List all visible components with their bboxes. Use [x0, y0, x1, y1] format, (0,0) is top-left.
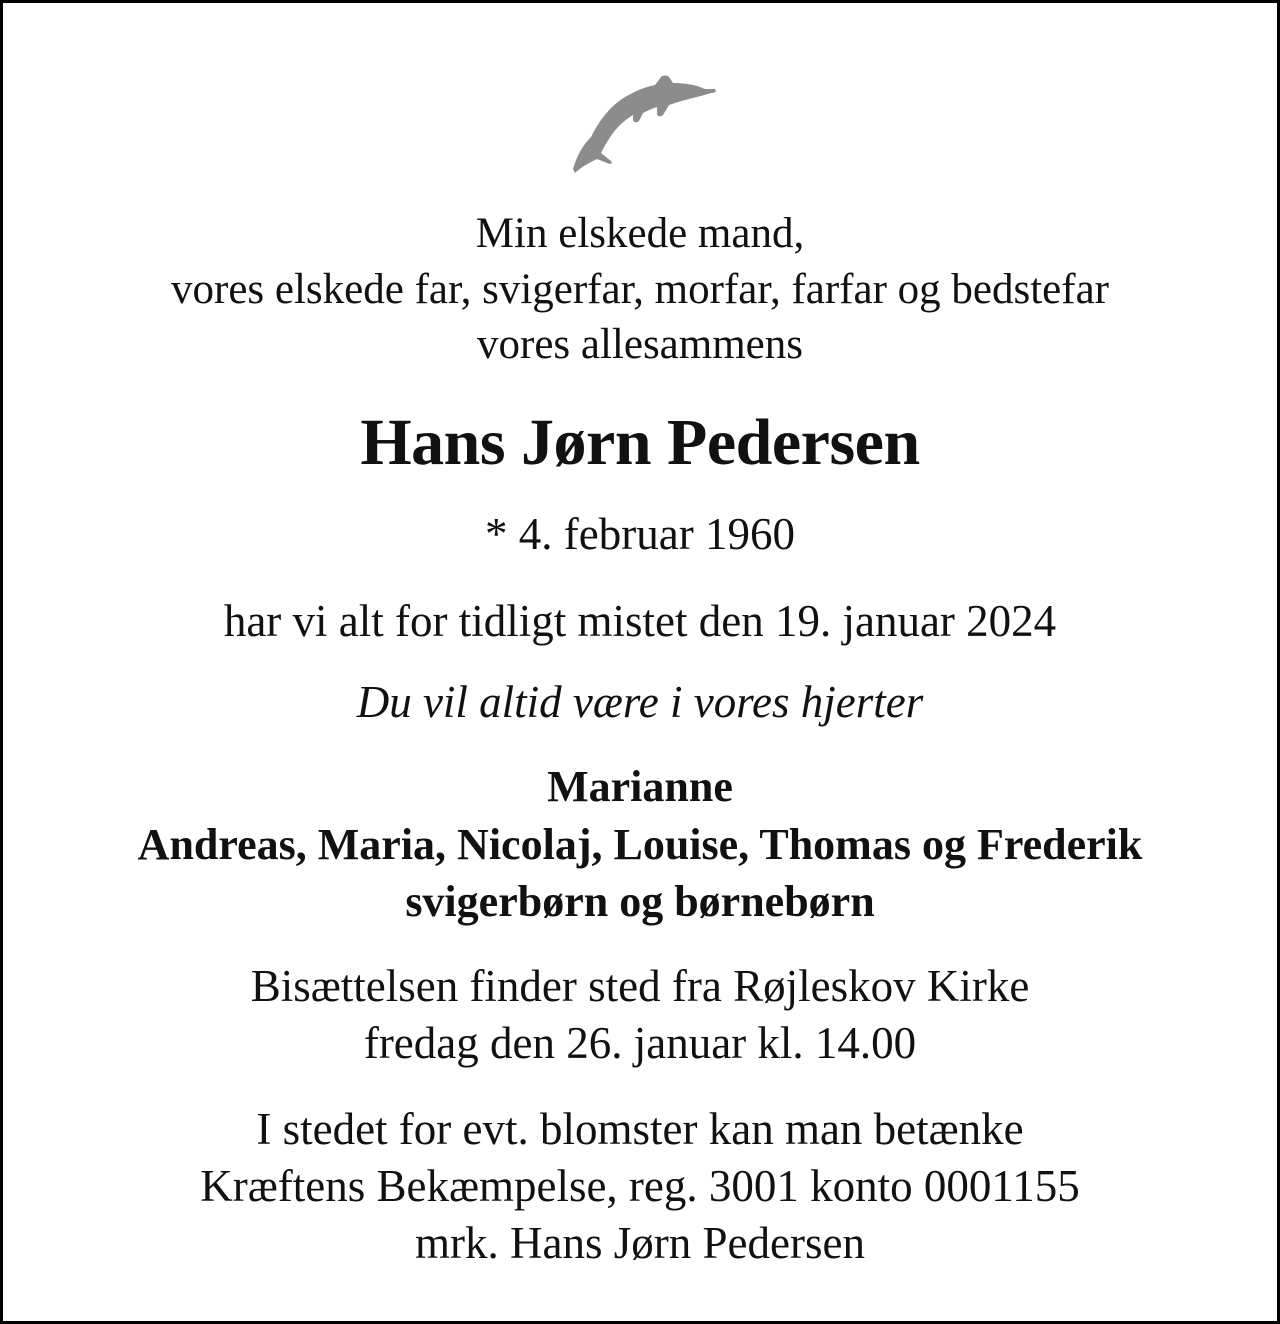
deceased-name: Hans Jørn Pedersen: [360, 406, 920, 479]
epitaph: Du vil altid være i vores hjerter: [356, 677, 924, 727]
birth-date: * 4. februar 1960: [485, 509, 795, 559]
mourner-line: Andreas, Maria, Nicolaj, Louise, Thomas og Frederik: [137, 820, 1143, 869]
donation-line: I stedet for evt. blomster kan man betænke: [256, 1104, 1024, 1154]
mourner-line: svigerbørn og børnebørn: [405, 877, 875, 926]
funeral-line: Bisættelsen finder sted fra Røjleskov Kirke: [250, 961, 1030, 1011]
donation-line: mrk. Hans Jørn Pedersen: [415, 1218, 865, 1268]
dolphin-icon: [569, 65, 717, 173]
death-statement: har vi alt for tidligt mistet den 19. januar 2024: [223, 596, 1057, 646]
intro-line: vores allesammens: [477, 321, 803, 368]
intro-line: Min elskede mand,: [475, 210, 805, 257]
donation-line: Kræftens Bekæmpelse, reg. 3001 konto 0001155: [200, 1161, 1080, 1211]
mourner-line: Marianne: [547, 762, 733, 811]
intro-line: vores elskede far, svigerfar, morfar, farfar og bedstefar: [171, 266, 1109, 313]
funeral-line: fredag den 26. januar kl. 14.00: [363, 1018, 917, 1068]
